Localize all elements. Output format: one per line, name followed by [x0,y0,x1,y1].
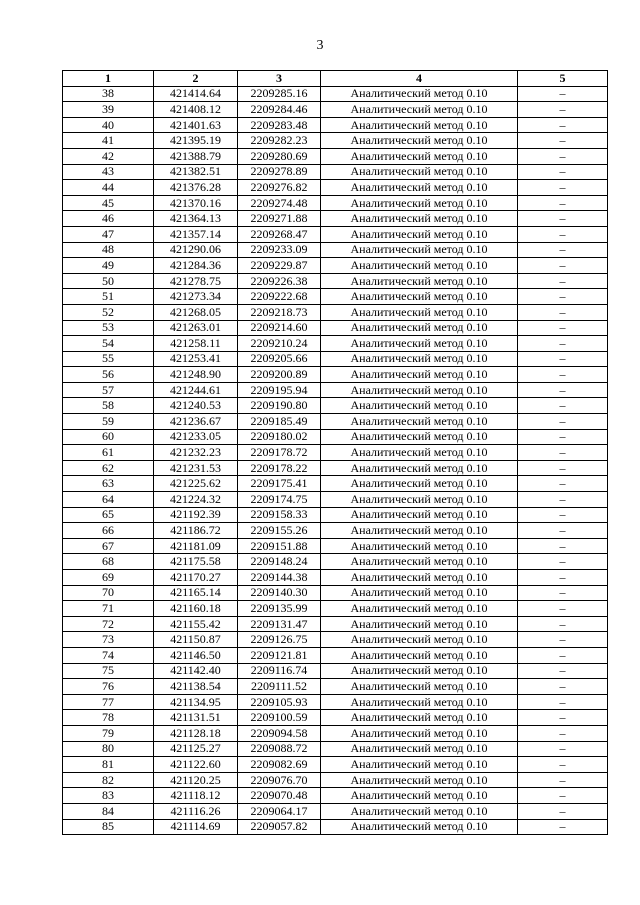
table-row [63,133,608,149]
note-cell: – [518,304,608,320]
y-coordinate-cell: 2209155.26 [238,523,321,539]
note-cell: – [518,710,608,726]
y-coordinate-cell: 2209057.82 [238,819,321,835]
point-number-cell: 71 [63,601,154,617]
y-coordinate-cell: 2209126.75 [238,632,321,648]
x-coordinate-cell: 421114.69 [154,819,238,835]
table-row [63,445,608,461]
x-coordinate-cell: 421388.79 [154,148,238,164]
y-coordinate-cell: 2209229.87 [238,258,321,274]
method-cell: Аналитический метод 0.10 [321,694,518,710]
y-coordinate-cell: 2209190.80 [238,398,321,414]
y-coordinate-cell: 2209174.75 [238,492,321,508]
note-cell: – [518,289,608,305]
method-cell: Аналитический метод 0.10 [321,351,518,367]
method-cell: Аналитический метод 0.10 [321,772,518,788]
note-cell: – [518,741,608,757]
point-number-cell: 49 [63,258,154,274]
x-coordinate-cell: 421258.11 [154,336,238,352]
x-coordinate-cell: 421236.67 [154,414,238,430]
note-cell: – [518,102,608,118]
note-cell: – [518,819,608,835]
x-coordinate-cell: 421253.41 [154,351,238,367]
x-coordinate-cell: 421224.32 [154,492,238,508]
method-cell: Аналитический метод 0.10 [321,803,518,819]
note-cell: – [518,242,608,258]
y-coordinate-cell: 2209282.23 [238,133,321,149]
note-cell: – [518,492,608,508]
note-cell: – [518,772,608,788]
point-number-cell: 63 [63,476,154,492]
y-coordinate-cell: 2209144.38 [238,570,321,586]
y-coordinate-cell: 2209218.73 [238,304,321,320]
y-coordinate-cell: 2209116.74 [238,663,321,679]
table-row [63,803,608,819]
y-coordinate-cell: 2209214.60 [238,320,321,336]
table-row [63,460,608,476]
x-coordinate-cell: 421284.36 [154,258,238,274]
note-cell: – [518,398,608,414]
table-row [63,226,608,242]
x-coordinate-cell: 421240.53 [154,398,238,414]
table-row [63,273,608,289]
point-number-cell: 59 [63,414,154,430]
note-cell: – [518,523,608,539]
x-coordinate-cell: 421128.18 [154,725,238,741]
method-cell: Аналитический метод 0.10 [321,538,518,554]
point-number-cell: 68 [63,554,154,570]
x-coordinate-cell: 421138.54 [154,679,238,695]
method-cell: Аналитический метод 0.10 [321,289,518,305]
y-coordinate-cell: 2209140.30 [238,585,321,601]
note-cell: – [518,226,608,242]
table-row [63,725,608,741]
table-row [63,694,608,710]
method-cell: Аналитический метод 0.10 [321,148,518,164]
x-coordinate-cell: 421120.25 [154,772,238,788]
method-cell: Аналитический метод 0.10 [321,226,518,242]
method-cell: Аналитический метод 0.10 [321,164,518,180]
point-number-cell: 51 [63,289,154,305]
method-cell: Аналитический метод 0.10 [321,195,518,211]
x-coordinate-cell: 421134.95 [154,694,238,710]
table-row [63,741,608,757]
method-cell: Аналитический метод 0.10 [321,117,518,133]
table-body [63,86,608,835]
note-cell: – [518,164,608,180]
column-header-2: 2 [154,71,238,87]
table-row [63,632,608,648]
note-cell: – [518,616,608,632]
y-coordinate-cell: 2209268.47 [238,226,321,242]
point-number-cell: 52 [63,304,154,320]
x-coordinate-cell: 421231.53 [154,460,238,476]
note-cell: – [518,382,608,398]
y-coordinate-cell: 2209175.41 [238,476,321,492]
y-coordinate-cell: 2209283.48 [238,117,321,133]
x-coordinate-cell: 421225.62 [154,476,238,492]
method-cell: Аналитический метод 0.10 [321,679,518,695]
table-row [63,336,608,352]
note-cell: – [518,476,608,492]
table-row [63,710,608,726]
table-row [63,117,608,133]
x-coordinate-cell: 421232.23 [154,445,238,461]
method-cell: Аналитический метод 0.10 [321,180,518,196]
method-cell: Аналитический метод 0.10 [321,445,518,461]
x-coordinate-cell: 421122.60 [154,757,238,773]
point-number-cell: 72 [63,616,154,632]
point-number-cell: 69 [63,570,154,586]
y-coordinate-cell: 2209151.88 [238,538,321,554]
note-cell: – [518,117,608,133]
y-coordinate-cell: 2209158.33 [238,507,321,523]
y-coordinate-cell: 2209131.47 [238,616,321,632]
point-number-cell: 74 [63,647,154,663]
method-cell: Аналитический метод 0.10 [321,367,518,383]
note-cell: – [518,725,608,741]
method-cell: Аналитический метод 0.10 [321,382,518,398]
y-coordinate-cell: 2209284.46 [238,102,321,118]
note-cell: – [518,663,608,679]
y-coordinate-cell: 2209148.24 [238,554,321,570]
x-coordinate-cell: 421290.06 [154,242,238,258]
x-coordinate-cell: 421278.75 [154,273,238,289]
note-cell: – [518,180,608,196]
note-cell: – [518,414,608,430]
method-cell: Аналитический метод 0.10 [321,414,518,430]
y-coordinate-cell: 2209280.69 [238,148,321,164]
table-row [63,476,608,492]
table-row [63,772,608,788]
table-row [63,538,608,554]
table-row [63,585,608,601]
table-row [63,414,608,430]
note-cell: – [518,367,608,383]
table-row [63,164,608,180]
x-coordinate-cell: 421155.42 [154,616,238,632]
table-row [63,523,608,539]
note-cell: – [518,336,608,352]
table-row [63,367,608,383]
x-coordinate-cell: 421146.50 [154,647,238,663]
method-cell: Аналитический метод 0.10 [321,273,518,289]
table-row [63,601,608,617]
y-coordinate-cell: 2209178.22 [238,460,321,476]
table-row [63,180,608,196]
table-row [63,679,608,695]
x-coordinate-cell: 421401.63 [154,117,238,133]
point-number-cell: 64 [63,492,154,508]
y-coordinate-cell: 2209082.69 [238,757,321,773]
note-cell: – [518,507,608,523]
y-coordinate-cell: 2209070.48 [238,788,321,804]
point-number-cell: 77 [63,694,154,710]
note-cell: – [518,601,608,617]
y-coordinate-cell: 2209200.89 [238,367,321,383]
y-coordinate-cell: 2209088.72 [238,741,321,757]
table-row [63,86,608,102]
point-number-cell: 79 [63,725,154,741]
point-number-cell: 67 [63,538,154,554]
method-cell: Аналитический метод 0.10 [321,601,518,617]
point-number-cell: 84 [63,803,154,819]
point-number-cell: 62 [63,460,154,476]
x-coordinate-cell: 421382.51 [154,164,238,180]
note-cell: – [518,133,608,149]
y-coordinate-cell: 2209094.58 [238,725,321,741]
point-number-cell: 58 [63,398,154,414]
note-cell: – [518,86,608,102]
method-cell: Аналитический метод 0.10 [321,710,518,726]
coordinates-table [62,70,608,835]
point-number-cell: 50 [63,273,154,289]
note-cell: – [518,757,608,773]
method-cell: Аналитический метод 0.10 [321,757,518,773]
point-number-cell: 61 [63,445,154,461]
point-number-cell: 75 [63,663,154,679]
point-number-cell: 76 [63,679,154,695]
x-coordinate-cell: 421131.51 [154,710,238,726]
y-coordinate-cell: 2209195.94 [238,382,321,398]
table-row [63,757,608,773]
point-number-cell: 40 [63,117,154,133]
page-number: 3 [316,38,324,53]
point-number-cell: 44 [63,180,154,196]
method-cell: Аналитический метод 0.10 [321,570,518,586]
method-cell: Аналитический метод 0.10 [321,507,518,523]
y-coordinate-cell: 2209226.38 [238,273,321,289]
x-coordinate-cell: 421408.12 [154,102,238,118]
method-cell: Аналитический метод 0.10 [321,788,518,804]
point-number-cell: 85 [63,819,154,835]
y-coordinate-cell: 2209180.02 [238,429,321,445]
point-number-cell: 42 [63,148,154,164]
method-cell: Аналитический метод 0.10 [321,304,518,320]
y-coordinate-cell: 2209178.72 [238,445,321,461]
point-number-cell: 60 [63,429,154,445]
point-number-cell: 65 [63,507,154,523]
x-coordinate-cell: 421181.09 [154,538,238,554]
x-coordinate-cell: 421118.12 [154,788,238,804]
y-coordinate-cell: 2209205.66 [238,351,321,367]
point-number-cell: 38 [63,86,154,102]
table-row [63,195,608,211]
x-coordinate-cell: 421414.64 [154,86,238,102]
method-cell: Аналитический метод 0.10 [321,336,518,352]
method-cell: Аналитический метод 0.10 [321,663,518,679]
x-coordinate-cell: 421395.19 [154,133,238,149]
point-number-cell: 83 [63,788,154,804]
x-coordinate-cell: 421248.90 [154,367,238,383]
y-coordinate-cell: 2209076.70 [238,772,321,788]
x-coordinate-cell: 421160.18 [154,601,238,617]
note-cell: – [518,803,608,819]
method-cell: Аналитический метод 0.10 [321,476,518,492]
y-coordinate-cell: 2209271.88 [238,211,321,227]
method-cell: Аналитический метод 0.10 [321,86,518,102]
note-cell: – [518,647,608,663]
x-coordinate-cell: 421165.14 [154,585,238,601]
x-coordinate-cell: 421233.05 [154,429,238,445]
x-coordinate-cell: 421142.40 [154,663,238,679]
point-number-cell: 82 [63,772,154,788]
point-number-cell: 78 [63,710,154,726]
y-coordinate-cell: 2209274.48 [238,195,321,211]
method-cell: Аналитический метод 0.10 [321,258,518,274]
x-coordinate-cell: 421244.61 [154,382,238,398]
y-coordinate-cell: 2209278.89 [238,164,321,180]
note-cell: – [518,351,608,367]
y-coordinate-cell: 2209210.24 [238,336,321,352]
note-cell: – [518,148,608,164]
table-row [63,351,608,367]
method-cell: Аналитический метод 0.10 [321,320,518,336]
x-coordinate-cell: 421376.28 [154,180,238,196]
point-number-cell: 39 [63,102,154,118]
table-row [63,289,608,305]
column-header-5: 5 [518,71,608,87]
method-cell: Аналитический метод 0.10 [321,242,518,258]
x-coordinate-cell: 421170.27 [154,570,238,586]
table-row [63,382,608,398]
point-number-cell: 54 [63,336,154,352]
method-cell: Аналитический метод 0.10 [321,492,518,508]
y-coordinate-cell: 2209105.93 [238,694,321,710]
table-row [63,507,608,523]
method-cell: Аналитический метод 0.10 [321,429,518,445]
y-coordinate-cell: 2209135.99 [238,601,321,617]
point-number-cell: 56 [63,367,154,383]
point-number-cell: 46 [63,211,154,227]
column-header-1: 1 [63,71,154,87]
y-coordinate-cell: 2209100.59 [238,710,321,726]
x-coordinate-cell: 421370.16 [154,195,238,211]
table-row [63,647,608,663]
note-cell: – [518,273,608,289]
method-cell: Аналитический метод 0.10 [321,616,518,632]
method-cell: Аналитический метод 0.10 [321,647,518,663]
y-coordinate-cell: 2209111.52 [238,679,321,695]
table-row [63,320,608,336]
note-cell: – [518,460,608,476]
point-number-cell: 66 [63,523,154,539]
table-row [63,819,608,835]
table-row [63,148,608,164]
x-coordinate-cell: 421273.34 [154,289,238,305]
note-cell: – [518,585,608,601]
table-row [63,554,608,570]
method-cell: Аналитический метод 0.10 [321,741,518,757]
point-number-cell: 81 [63,757,154,773]
x-coordinate-cell: 421150.87 [154,632,238,648]
x-coordinate-cell: 421268.05 [154,304,238,320]
table-row [63,429,608,445]
table-row [63,570,608,586]
method-cell: Аналитический метод 0.10 [321,460,518,476]
y-coordinate-cell: 2209233.09 [238,242,321,258]
y-coordinate-cell: 2209285.16 [238,86,321,102]
table-header-row [63,71,608,87]
note-cell: – [518,538,608,554]
table-row [63,304,608,320]
y-coordinate-cell: 2209222.68 [238,289,321,305]
y-coordinate-cell: 2209185.49 [238,414,321,430]
table-row [63,258,608,274]
x-coordinate-cell: 421116.26 [154,803,238,819]
method-cell: Аналитический метод 0.10 [321,133,518,149]
table-row [63,398,608,414]
column-header-3: 3 [238,71,321,87]
note-cell: – [518,694,608,710]
table-row [63,102,608,118]
x-coordinate-cell: 421186.72 [154,523,238,539]
note-cell: – [518,211,608,227]
method-cell: Аналитический метод 0.10 [321,102,518,118]
table-row [63,211,608,227]
y-coordinate-cell: 2209121.81 [238,647,321,663]
point-number-cell: 47 [63,226,154,242]
y-coordinate-cell: 2209276.82 [238,180,321,196]
x-coordinate-cell: 421263.01 [154,320,238,336]
table-row [63,616,608,632]
point-number-cell: 80 [63,741,154,757]
x-coordinate-cell: 421125.27 [154,741,238,757]
x-coordinate-cell: 421192.39 [154,507,238,523]
note-cell: – [518,788,608,804]
note-cell: – [518,258,608,274]
point-number-cell: 55 [63,351,154,367]
method-cell: Аналитический метод 0.10 [321,523,518,539]
note-cell: – [518,679,608,695]
point-number-cell: 53 [63,320,154,336]
method-cell: Аналитический метод 0.10 [321,819,518,835]
table-row [63,492,608,508]
x-coordinate-cell: 421364.13 [154,211,238,227]
note-cell: – [518,554,608,570]
point-number-cell: 41 [63,133,154,149]
point-number-cell: 43 [63,164,154,180]
table-row [63,788,608,804]
point-number-cell: 70 [63,585,154,601]
point-number-cell: 45 [63,195,154,211]
x-coordinate-cell: 421357.14 [154,226,238,242]
method-cell: Аналитический метод 0.10 [321,398,518,414]
method-cell: Аналитический метод 0.10 [321,632,518,648]
x-coordinate-cell: 421175.58 [154,554,238,570]
table-row [63,242,608,258]
note-cell: – [518,195,608,211]
table-row [63,663,608,679]
y-coordinate-cell: 2209064.17 [238,803,321,819]
note-cell: – [518,632,608,648]
method-cell: Аналитический метод 0.10 [321,585,518,601]
method-cell: Аналитический метод 0.10 [321,725,518,741]
note-cell: – [518,445,608,461]
point-number-cell: 73 [63,632,154,648]
note-cell: – [518,320,608,336]
method-cell: Аналитический метод 0.10 [321,211,518,227]
note-cell: – [518,570,608,586]
point-number-cell: 48 [63,242,154,258]
column-header-4: 4 [321,71,518,87]
method-cell: Аналитический метод 0.10 [321,554,518,570]
point-number-cell: 57 [63,382,154,398]
note-cell: – [518,429,608,445]
